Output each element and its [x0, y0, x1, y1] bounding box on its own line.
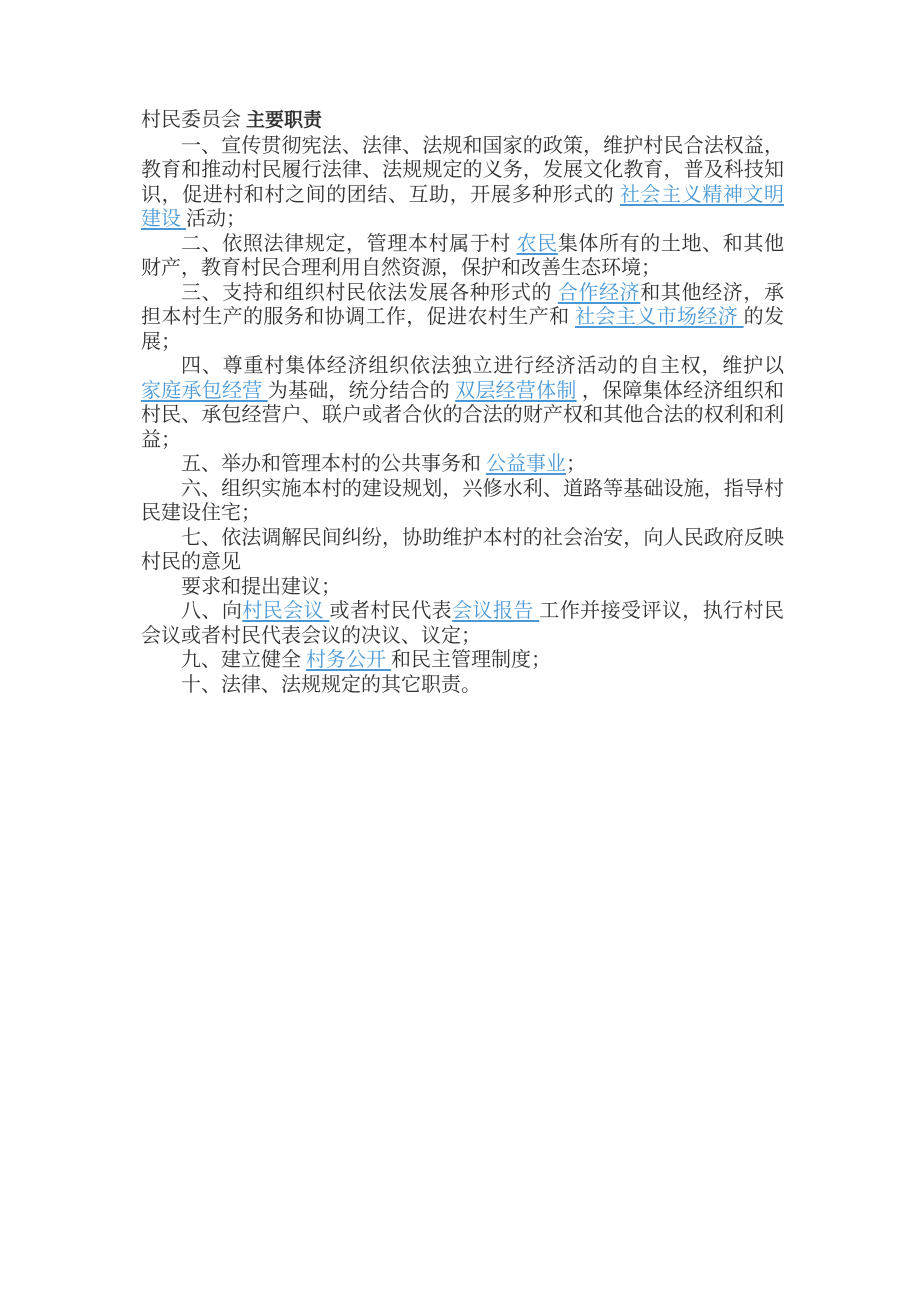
paragraph: [141, 281, 784, 355]
document-title-main: 村民委员会: [141, 109, 246, 131]
text-run: 和民主管理制度；: [391, 649, 551, 671]
text-run: 工作并接受评议，执行村民会议或者村民代表会议的决议、议定；: [141, 600, 785, 647]
text-run: 五、举办和管理本村的公共事务和: [181, 453, 486, 475]
text-run: 的发展；: [141, 306, 784, 353]
text-run: 一、宣传贯彻宪法、法律、法规和国家的政策，维护村民合法权益，教育和推动村民履行法律、法规规定的义务，发展文化教育，普及科技知识，促进村和村之间的团结、互助，开展多种形式的: [141, 134, 784, 206]
paragraph: [141, 134, 784, 232]
text-run: 要求和提出建议；: [181, 575, 341, 598]
hyperlink[interactable]: 公益事业: [486, 453, 566, 475]
paragraph: [141, 575, 784, 600]
hyperlink[interactable]: 村务公开: [306, 649, 391, 671]
hyperlink[interactable]: 合作经济: [557, 281, 641, 304]
text-run: 和其他经济，承担本村生产的服务和协调工作，促进农村生产和: [141, 281, 785, 328]
paragraph: [141, 477, 784, 526]
text-run: 三、支持和组织村民依法发展各种形式的: [181, 281, 558, 304]
text-run: 八、向: [181, 600, 243, 622]
hyperlink[interactable]: 社会主义市场经济: [574, 306, 744, 328]
hyperlink[interactable]: 家庭承包经营: [141, 379, 268, 402]
text-run: 或者村民代表: [329, 600, 453, 622]
paragraph: [141, 648, 784, 673]
text-run: 十、法律、法规规定的其它职责。: [181, 673, 481, 696]
paragraph: [141, 673, 784, 698]
paragraph: [141, 354, 784, 452]
text-run: 集体所有的土地、和其他财产，教育村民合理利用自然资源，保护和改善生态环境；: [141, 232, 785, 279]
paragraph: [141, 232, 784, 281]
paragraph: [141, 452, 784, 477]
text-run: 六、组织实施本村的建设规划，兴修水利、道路等基础设施，指导村民建设住宅；: [141, 477, 784, 524]
hyperlink[interactable]: 双层经营体制: [455, 379, 577, 402]
paragraph: [141, 526, 784, 575]
text-run: 四、尊重村集体经济组织依法独立进行经济活动的自主权，维护以: [181, 355, 784, 377]
text-run: 九、建立健全: [181, 649, 306, 671]
document-content: [141, 108, 784, 697]
text-run: 二、依照法律规定，管理本村属于村: [181, 232, 517, 255]
text-run: ；: [566, 453, 586, 475]
hyperlink[interactable]: 农民: [516, 232, 558, 255]
document-body: [141, 134, 784, 698]
paragraph: [141, 599, 784, 648]
text-run: 为基础，统分结合的: [267, 379, 456, 402]
text-run: 七、依法调解民间纠纷，协助维护本村的社会治安，向人民政府反映村民的意见: [141, 526, 784, 573]
hyperlink[interactable]: 社会主义精神文明建设: [141, 183, 785, 230]
text-run: 活动；: [186, 208, 246, 230]
document-title: [141, 108, 784, 134]
hyperlink[interactable]: 村民会议: [242, 600, 330, 622]
document-title-subtitle: 主要职责: [246, 110, 323, 131]
text-run: ，保障集体经济组织和村民、承包经营户、联户或者合伙的合法的财产权和其他合法的权利和利益；: [141, 379, 785, 451]
hyperlink[interactable]: 会议报告: [452, 600, 540, 622]
